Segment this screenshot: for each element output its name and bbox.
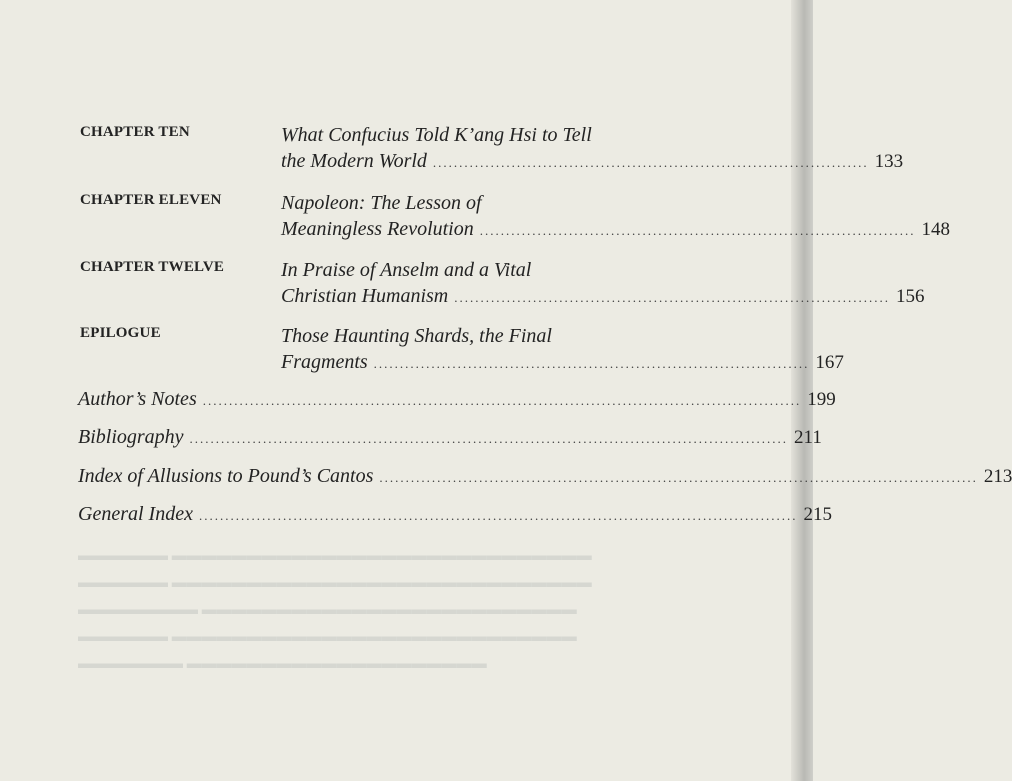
chapter-title-line: Those Haunting Shards, the Final [281, 325, 552, 347]
section-label: Index of Allusions to Pound’s Cantos [78, 465, 374, 487]
dot-leader: ................................................................................... [479, 223, 916, 238]
chapter-label: CHAPTER TWELVE [80, 259, 225, 275]
page-number: 148 [921, 219, 950, 240]
page-number: 133 [874, 151, 904, 172]
page-number: 213 [983, 466, 1012, 487]
page-number: 211 [794, 427, 822, 448]
chapter-label: CHAPTER ELEVEN [80, 192, 222, 208]
show-through-text: ▬▬▬▬▬▬ ▬▬▬▬▬▬▬▬▬▬▬▬▬▬▬▬▬▬▬▬▬▬▬▬▬▬▬▬ ▬▬▬▬▬▬ ▬▬▬▬▬▬▬▬▬▬▬▬▬▬▬▬▬▬▬▬▬▬▬▬▬▬▬▬ ▬▬▬▬▬▬▬▬ ▬▬▬▬▬▬▬▬▬▬▬▬▬▬▬▬▬▬▬▬▬▬▬▬▬ ▬▬▬▬▬▬ ▬▬▬▬▬▬▬▬▬▬▬▬▬▬▬▬▬▬▬▬▬▬▬▬▬▬▬ ▬▬▬▬▬▬▬ ▬▬▬▬▬▬▬▬▬▬▬▬▬▬▬▬▬▬▬▬ [78, 548, 592, 672]
chapter-title-line: Christian Humanism [281, 285, 449, 307]
dot-leader: .................................................................................................................. [379, 470, 978, 485]
dot-leader: .................................................................................................................. [198, 508, 798, 523]
chapter-title-line: Fragments [281, 351, 368, 373]
toc-entry-authors-notes[interactable] [78, 388, 836, 411]
chapter-title-line: Meaningless Revolution [281, 218, 474, 240]
chapter-title-line: Napoleon: The Lesson of [281, 192, 482, 214]
page-number: 156 [896, 286, 925, 307]
section-label: Bibliography [78, 426, 184, 448]
dot-leader: ................................................................................... [454, 290, 890, 305]
dot-leader: ................................................................................... [373, 356, 810, 371]
toc-entry-general-index[interactable] [78, 503, 832, 526]
page-number: 215 [803, 504, 832, 525]
dot-leader: ................................................................................... [432, 155, 869, 170]
chapter-title-line: the Modern World [281, 150, 427, 172]
section-label: Author’s Notes [78, 388, 197, 410]
chapter-title-line: What Confucius Told K’ang Hsi to Tell [281, 124, 592, 146]
chapter-title [281, 323, 844, 377]
chapter-label: EPILOGUE [80, 325, 161, 341]
section-label: General Index [78, 503, 193, 525]
page-number: 199 [807, 389, 836, 410]
chapter-label: CHAPTER TEN [80, 124, 190, 140]
chapter-title [281, 122, 904, 176]
chapter-title-line: In Praise of Anselm and a Vital [281, 259, 532, 281]
toc-entry-bibliography[interactable] [78, 426, 822, 449]
chapter-title [281, 257, 925, 311]
toc-entry-index-of-allusions[interactable] [78, 465, 1012, 488]
dot-leader: .................................................................................................................. [189, 431, 789, 446]
page-number: 167 [815, 352, 844, 373]
chapter-title [281, 190, 950, 244]
dot-leader: .................................................................................................................. [202, 393, 802, 408]
